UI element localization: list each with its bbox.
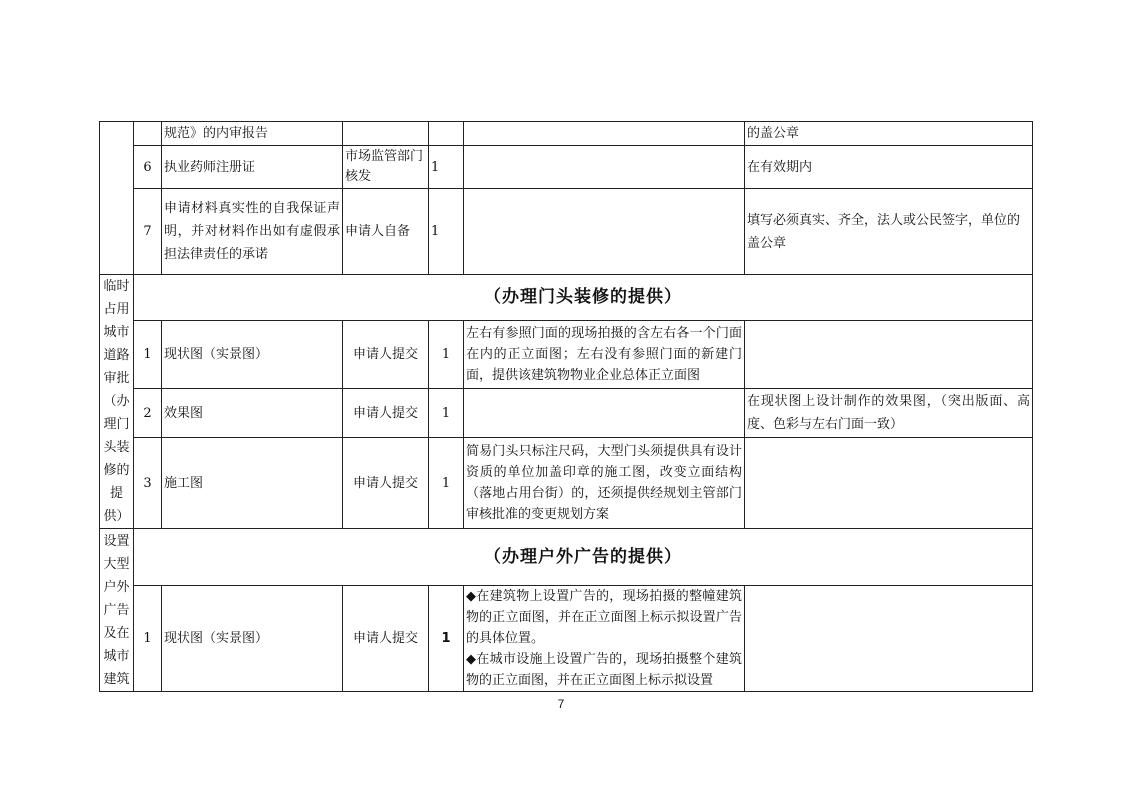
material-name: 现状图（实景图） — [162, 321, 343, 388]
material-source: 申请人自备 — [343, 189, 429, 275]
section-label-cell — [100, 122, 134, 275]
section-header-row — [100, 275, 1033, 321]
section-header-row — [100, 529, 1033, 586]
material-count: 1 — [429, 388, 464, 438]
section-label: 设置大型户外广告及在城市建筑 — [100, 529, 134, 692]
material-note: 的盖公章 — [745, 122, 1033, 146]
material-count: 1 — [429, 146, 464, 189]
item-number: 3 — [134, 438, 162, 529]
item-number: 1 — [134, 321, 162, 388]
material-name: 规范》的内审报告 — [162, 122, 343, 146]
item-number: 2 — [134, 388, 162, 438]
material-description — [464, 189, 745, 275]
section-title: （办理户外广告的提供） — [134, 529, 1033, 586]
material-source: 申请人提交 — [343, 438, 429, 529]
table-row — [100, 146, 1033, 189]
item-number: 1 — [134, 586, 162, 692]
material-name: 执业药师注册证 — [162, 146, 343, 189]
table-row — [100, 586, 1033, 692]
material-source: 申请人提交 — [343, 586, 429, 692]
material-source: 申请人提交 — [343, 321, 429, 388]
item-number — [134, 122, 162, 146]
table-row — [100, 321, 1033, 388]
material-count: 1 — [429, 321, 464, 388]
material-count: 1 — [429, 586, 464, 692]
material-name: 现状图（实景图） — [162, 586, 343, 692]
section-label: 临时占用城市道路审批（办理门头装修的提供） — [100, 275, 134, 529]
material-count: 1 — [429, 189, 464, 275]
material-name: 效果图 — [162, 388, 343, 438]
description-bullet: ◆在建筑物上设置广告的，现场拍摄的整幢建筑物的正立面图，并在正立面图上标示拟设置广告的具体位置。 — [466, 589, 742, 646]
material-note: 填写必须真实、齐全，法人或公民签字，单位的盖公章 — [745, 189, 1033, 275]
material-description: 简易门头只标注尺码，大型门头须提供具有设计资质的单位加盖印章的施工图，改变立面结构（落地占用台街）的，还须提供经规划主管部门审核批准的变更规划方案 — [464, 438, 745, 529]
section-title: （办理门头装修的提供） — [134, 275, 1033, 321]
material-description — [464, 586, 745, 692]
material-description — [464, 146, 745, 189]
item-number: 7 — [134, 189, 162, 275]
description-bullet: ◆在城市设施上设置广告的，现场拍摄整个建筑物的正立面图，并在正立面图上标示拟设置 — [466, 652, 742, 688]
material-source: 申请人提交 — [343, 388, 429, 438]
material-name: 施工图 — [162, 438, 343, 529]
material-description — [464, 122, 745, 146]
material-name: 申请材料真实性的自我保证声明，并对材料作出如有虚假承担法律责任的承诺 — [162, 189, 343, 275]
material-note — [745, 586, 1033, 692]
material-description: 左右有参照门面的现场拍摄的含左右各一个门面在内的正立面图；左右没有参照门面的新建门面，提供该建筑物物业企业总体正立面图 — [464, 321, 745, 388]
requirements-table — [99, 121, 1033, 692]
material-description — [464, 388, 745, 438]
page-number: 7 — [557, 697, 565, 711]
material-source: 市场监管部门核发 — [343, 146, 429, 189]
table-row — [100, 438, 1033, 529]
material-source — [343, 122, 429, 146]
material-note — [745, 321, 1033, 388]
material-note: 在现状图上设计制作的效果图，（突出版面、高度、色彩与左右门面一致） — [745, 388, 1033, 438]
material-note — [745, 438, 1033, 529]
material-count — [429, 122, 464, 146]
material-count: 1 — [429, 438, 464, 529]
table-row — [100, 388, 1033, 438]
item-number: 6 — [134, 146, 162, 189]
table-row — [100, 122, 1033, 146]
table-row — [100, 189, 1033, 275]
material-note: 在有效期内 — [745, 146, 1033, 189]
